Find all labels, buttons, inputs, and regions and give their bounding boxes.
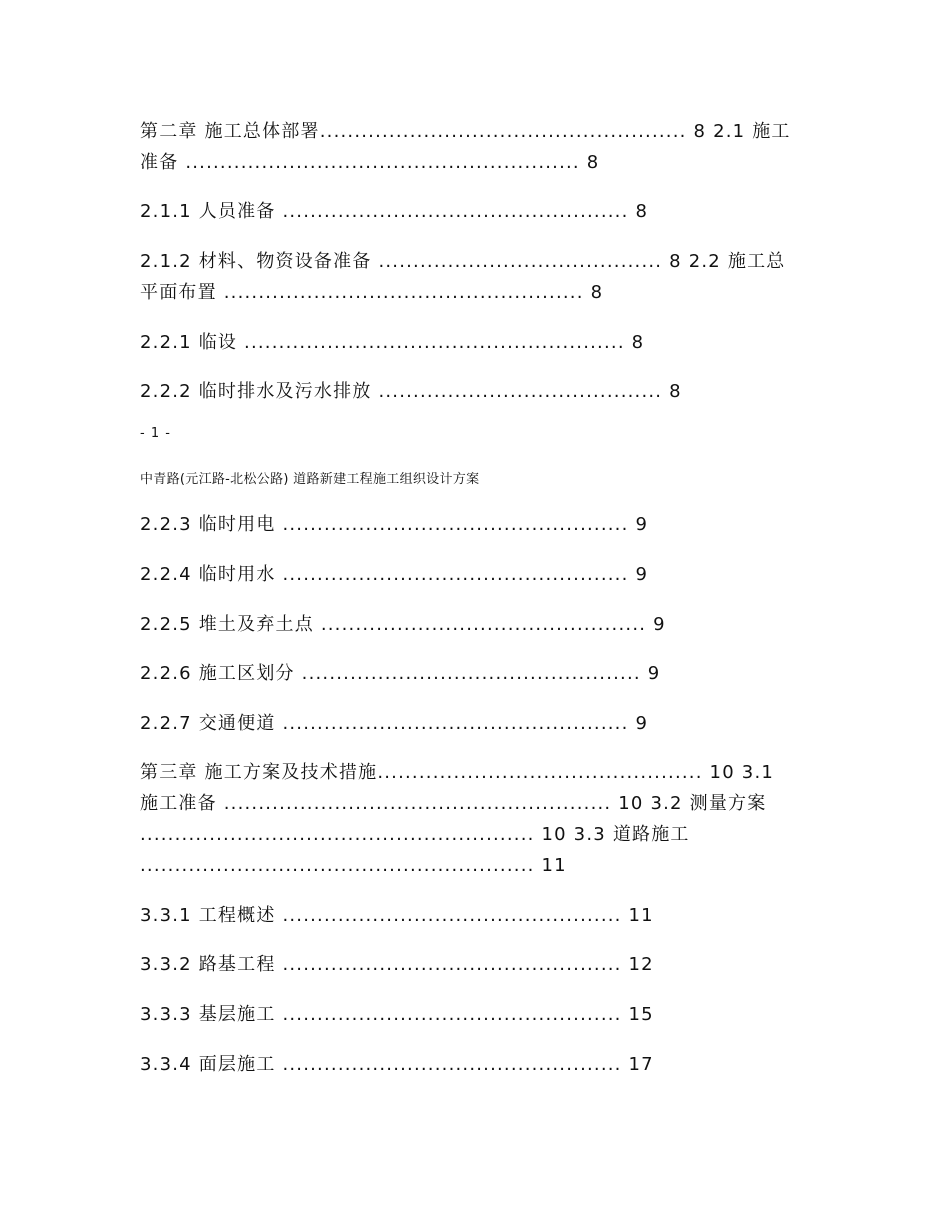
toc-entry-3-3-1: 3.3.1 工程概述 ................................................. 11 [140,905,654,926]
page-number: - 1 - [140,426,171,441]
toc-entry-chapter-3-cont: 施工准备 ........................................................ 10 3.2 测量方案 [140,793,767,814]
toc-entry-2-2-4: 2.2.4 临时用水 .................................................. 9 [140,564,649,585]
toc-entry-chapter-2: 第二章 施工总体部署..................................................... 8 2.1 施工 [140,121,791,142]
toc-entry-3-2: ......................................................... 10 3.3 道路施工 [140,824,690,845]
toc-entry-2-2-7: 2.2.7 交通便道 .................................................. 9 [140,713,649,734]
toc-entry-3-3-4: 3.3.4 面层施工 ................................................. 17 [140,1054,654,1075]
toc-entry-3-3: ......................................................... 11 [140,855,567,876]
toc-entry-2-2-6: 2.2.6 施工区划分 ................................................. 9 [140,663,661,684]
toc-entry-2-2-1: 2.2.1 临设 ....................................................... 8 [140,332,645,353]
toc-entry-2-2-3: 2.2.3 临时用电 .................................................. 9 [140,514,649,535]
toc-entry-chapter-3: 第三章 施工方案及技术措施............................................... 10 3.1 [140,762,775,783]
toc-entry-2-2-2: 2.2.2 临时排水及污水排放 ......................................... 8 [140,381,682,402]
toc-entry-3-3-3: 3.3.3 基层施工 ................................................. 15 [140,1004,654,1025]
toc-entry-chapter-2-cont: 准备 ......................................................... 8 [140,152,600,173]
toc-entry-3-3-2: 3.3.2 路基工程 ................................................. 12 [140,954,654,975]
toc-entry-2-1-2-cont: 平面布置 .................................................... 8 [140,282,604,303]
toc-entry-2-1-2: 2.1.2 材料、物资设备准备 ......................................... 8 2.2 施工总 [140,251,786,272]
toc-entry-2-1-1: 2.1.1 人员准备 .................................................. 8 [140,201,649,222]
toc-entry-2-2-5: 2.2.5 堆土及弃土点 ............................................... 9 [140,614,666,635]
running-header: 中青路(元江路-北松公路) 道路新建工程施工组织设计方案 [140,472,480,487]
